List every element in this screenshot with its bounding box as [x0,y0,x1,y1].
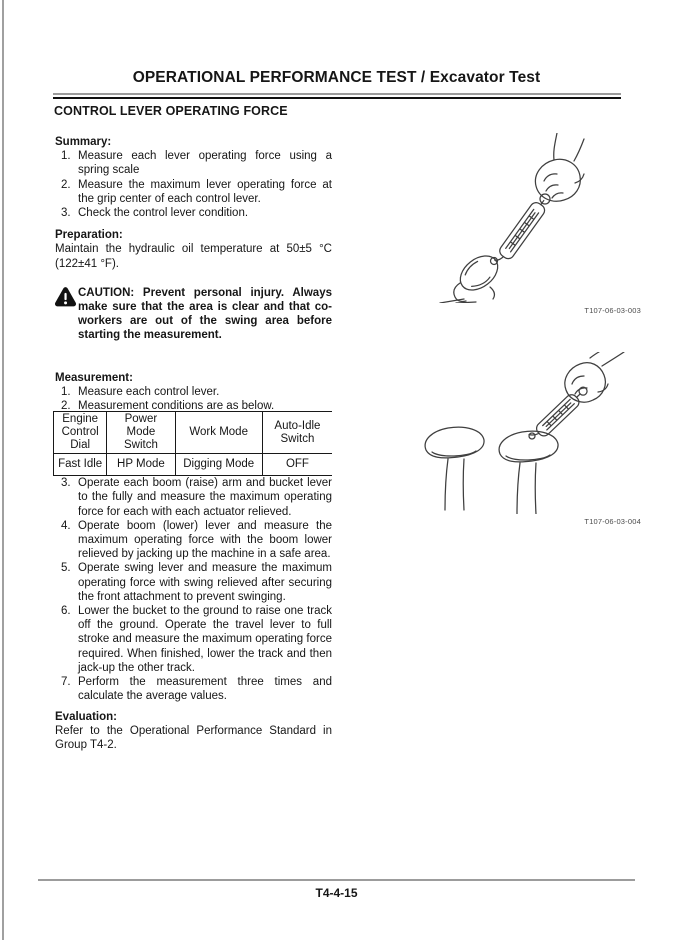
table-cell: OFF [262,454,332,476]
item-text: Operate each boom (raise) arm and bucket lever to the fully and measure the maximum operating force for each with each actuator relieved. [78,477,332,518]
section-title: CONTROL LEVER OPERATING FORCE [54,104,288,118]
column-header: Work Mode [175,412,262,454]
list-item [55,206,332,220]
text-column [55,135,332,752]
item-number: 1. [61,150,71,163]
item-number: 3. [61,207,71,220]
figure-spring-scale-travel-levers [412,352,647,514]
summary-list [55,149,332,220]
summary-heading: Summary: [55,136,112,148]
figure-caption: T107-06-03-003 [584,306,641,315]
caution-block [55,286,332,343]
header-rule-gray [53,93,621,95]
list-item [55,178,332,206]
measurement-conditions-table [53,411,332,476]
column-header: Engine Control Dial [54,412,107,454]
item-text: Operate boom (lower) lever and measure the maximum operating force with the boom lower relieved by jacking up the machine in a safe area. [78,519,332,561]
list-item [55,149,332,177]
item-text: Lower the bucket to the ground to raise one track off the ground. Operate the travel lever to full stroke and measure the maximum operating force required. When finished, lower the track and then jack-up the other track. [78,605,332,674]
item-number: 2. [61,178,71,191]
item-text: Measure each control lever. [78,385,220,398]
item-text: Measurement conditions are as below. [78,400,275,413]
table-header-row [54,412,333,454]
item-text: Measure each lever operating force using a spring scale [78,150,332,177]
table-row [54,454,333,476]
table-cell: Digging Mode [175,454,262,476]
item-number: 3. [61,477,71,490]
item-number: 4. [61,519,71,532]
item-text: Perform the measurement three times and calculate the average values. [78,676,332,703]
page-number: T4-4-15 [315,886,358,900]
measurement-steps-list [55,476,332,703]
page-title: OPERATIONAL PERFORMANCE TEST / Excavator Test [132,69,541,86]
caution-label: CAUTION: [78,286,135,299]
column-header: Auto-Idle Switch [262,412,332,454]
caution-text [78,286,332,343]
figure-spring-scale-lever [432,133,647,303]
preparation-heading: Preparation: [55,229,123,242]
warning-triangle-icon [54,286,77,308]
item-number: 6. [61,605,71,618]
list-item [55,561,332,604]
column-header: Power Mode Switch [107,412,175,454]
list-item [55,476,332,519]
item-number: 7. [61,676,71,689]
header-rule-black [53,97,621,100]
item-text: Check the control lever condition. [78,207,249,220]
page-edge-line [2,0,4,940]
item-text: Measure the maximum lever operating force at the grip center of each control lever. [78,178,332,205]
item-text: Operate swing lever and measure the maximum operating force with swing relieved after securing the front attachment to prevent swinging. [78,562,332,603]
caution-body: Prevent personal injury. Always make sure that the area is clear and that co-workers are out of the swing area before starting the measurement. [78,286,332,342]
preparation-text: Maintain the hydraulic oil temperature at 50±5 °C (122±41 °F). [55,243,332,270]
table-cell: Fast Idle [54,454,107,476]
list-item [55,675,332,703]
list-item [55,604,332,675]
measurement-intro-list [55,385,332,413]
evaluation-heading: Evaluation: [55,710,117,723]
item-number: 5. [61,562,71,575]
item-number: 2. [61,400,71,413]
list-item [55,519,332,562]
measurement-heading: Measurement: [55,371,133,384]
list-item [55,385,332,399]
footer-rule [38,879,635,881]
figure-caption: T107-06-03-004 [584,517,641,526]
evaluation-text: Refer to the Operational Performance Standard in Group T4-2. [55,724,332,751]
list-item [55,399,332,413]
table-cell: HP Mode [107,454,175,476]
item-number: 1. [61,385,71,398]
